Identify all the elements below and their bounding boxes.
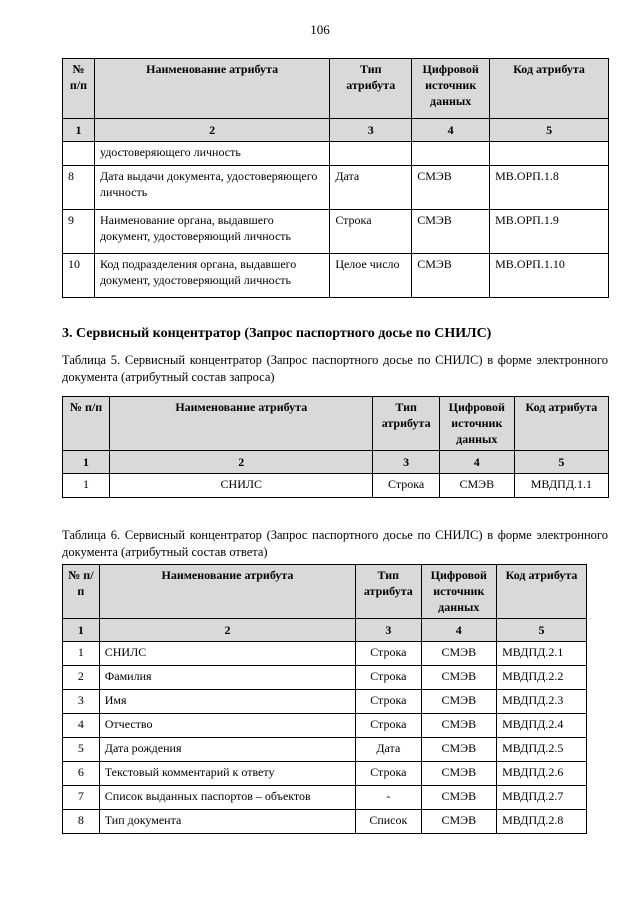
cell-code: МВДПД.2.2 xyxy=(497,666,587,690)
table-row xyxy=(63,762,587,786)
col-number: 5 xyxy=(490,119,609,142)
cell-name: Отчество xyxy=(99,714,355,738)
page-number: 106 xyxy=(310,22,330,37)
table-row xyxy=(63,786,587,810)
cell-number: 5 xyxy=(63,738,100,762)
table6-caption: Таблица 6. Сервисный концентратор (Запрос паспортного досье по СНИЛС) в форме электронного документа (атрибутный состав ответа) xyxy=(62,528,608,559)
col-number: 3 xyxy=(373,451,439,474)
cell-number: 6 xyxy=(63,762,100,786)
header-attribute-type: Тип атрибута xyxy=(373,397,439,451)
cell-type: Целое число xyxy=(330,254,412,298)
table-row xyxy=(63,690,587,714)
header-attribute-code: Код атрибута xyxy=(514,397,608,451)
cell-source: СМЭВ xyxy=(421,666,497,690)
col-number: 4 xyxy=(439,451,514,474)
table-row xyxy=(63,666,587,690)
cell-type: Строка xyxy=(330,210,412,254)
cell-code: МВДПД.2.1 xyxy=(497,642,587,666)
cell-source: СМЭВ xyxy=(412,210,490,254)
cell-code: МВДПД.2.4 xyxy=(497,714,587,738)
header-attribute-type: Тип атрибута xyxy=(356,565,421,619)
cell-source: СМЭВ xyxy=(421,810,497,834)
request-attributes-table xyxy=(62,396,609,498)
header-attribute-code: Код атрибута xyxy=(497,565,587,619)
cell-type: Строка xyxy=(356,762,421,786)
cell-type: Строка xyxy=(356,666,421,690)
col-number: 2 xyxy=(110,451,373,474)
col-number: 4 xyxy=(412,119,490,142)
cell-name: СНИЛС xyxy=(110,474,373,498)
col-number: 3 xyxy=(330,119,412,142)
header-attribute-name: Наименование атрибута xyxy=(94,59,329,119)
cell-code: МВДПД.2.7 xyxy=(497,786,587,810)
cell-code: МВДПД.2.5 xyxy=(497,738,587,762)
cell-source: СМЭВ xyxy=(421,642,497,666)
cell-source: СМЭВ xyxy=(421,690,497,714)
cell-code: МВ.ОРП.1.8 xyxy=(490,166,609,210)
header-data-source: Цифровой источник данных xyxy=(412,59,490,119)
cell-code: МВ.ОРП.1.9 xyxy=(490,210,609,254)
table-row xyxy=(63,210,609,254)
header-attribute-name: Наименование атрибута xyxy=(110,397,373,451)
table-row xyxy=(63,254,609,298)
cell-source: СМЭВ xyxy=(439,474,514,498)
cell-number: 8 xyxy=(63,166,95,210)
col-number: 4 xyxy=(421,619,497,642)
cell-name: Тип документа xyxy=(99,810,355,834)
cell-number: 8 xyxy=(63,810,100,834)
cell-code: МВ.ОРП.1.10 xyxy=(490,254,609,298)
table-row xyxy=(63,166,609,210)
cell-number: 1 xyxy=(63,474,110,498)
cell-number: 1 xyxy=(63,642,100,666)
cell-number: 3 xyxy=(63,690,100,714)
cell-number: 4 xyxy=(63,714,100,738)
col-number: 1 xyxy=(63,619,100,642)
header-number: № п/п xyxy=(63,397,110,451)
cell-name: удостоверяющего личность xyxy=(94,142,329,166)
col-number: 3 xyxy=(356,619,421,642)
cell-name: Код подразделения органа, выдавшего документ, удостоверяющий личность xyxy=(94,254,329,298)
cell-number: 2 xyxy=(63,666,100,690)
cell-source: СМЭВ xyxy=(412,254,490,298)
response-attributes-table xyxy=(62,564,587,834)
table-row xyxy=(63,142,609,166)
cell-type: Дата xyxy=(356,738,421,762)
cell-name: Наименование органа, выдавшего документ, удостоверяющий личность xyxy=(94,210,329,254)
cell-source: СМЭВ xyxy=(421,762,497,786)
cell-name: Фамилия xyxy=(99,666,355,690)
cell-name: Текстовый комментарий к ответу xyxy=(99,762,355,786)
table-row xyxy=(63,474,609,498)
cell-source: СМЭВ xyxy=(421,786,497,810)
cell-number: 9 xyxy=(63,210,95,254)
col-number: 5 xyxy=(497,619,587,642)
col-number: 2 xyxy=(99,619,355,642)
cell-source: СМЭВ xyxy=(421,738,497,762)
header-data-source: Цифровой источник данных xyxy=(439,397,514,451)
cell-name: СНИЛС xyxy=(99,642,355,666)
col-number: 2 xyxy=(94,119,329,142)
header-data-source: Цифровой источник данных xyxy=(421,565,497,619)
attributes-table-continued xyxy=(62,58,609,298)
header-number: № п/п xyxy=(63,565,100,619)
cell-name: Имя xyxy=(99,690,355,714)
cell-name: Дата выдачи документа, удостоверяющего личность xyxy=(94,166,329,210)
cell-code: МВДПД.2.3 xyxy=(497,690,587,714)
cell-type: Строка xyxy=(356,642,421,666)
col-number: 1 xyxy=(63,119,95,142)
cell-name: Дата рождения xyxy=(99,738,355,762)
cell-source: СМЭВ xyxy=(421,714,497,738)
cell-code: МВДПД.2.6 xyxy=(497,762,587,786)
header-attribute-code: Код атрибута xyxy=(490,59,609,119)
table-row xyxy=(63,738,587,762)
cell-type: Список xyxy=(356,810,421,834)
cell-code: МВДПД.2.8 xyxy=(497,810,587,834)
table-row xyxy=(63,642,587,666)
cell-type: Дата xyxy=(330,166,412,210)
cell-type: Строка xyxy=(356,714,421,738)
col-number: 1 xyxy=(63,451,110,474)
section-heading: 3. Сервисный концентратор (Запрос паспортного досье по СНИЛС) xyxy=(62,326,492,341)
table5-caption: Таблица 5. Сервисный концентратор (Запрос паспортного досье по СНИЛС) в форме электронного документа (атрибутный состав запроса) xyxy=(62,353,608,384)
cell-number: 7 xyxy=(63,786,100,810)
cell-source: СМЭВ xyxy=(412,166,490,210)
cell-code: МВДПД.1.1 xyxy=(514,474,608,498)
cell-type: Строка xyxy=(356,690,421,714)
header-number: № п/п xyxy=(63,59,95,119)
cell-type: Строка xyxy=(373,474,439,498)
col-number: 5 xyxy=(514,451,608,474)
table-row xyxy=(63,714,587,738)
header-attribute-name: Наименование атрибута xyxy=(99,565,355,619)
table-row xyxy=(63,810,587,834)
cell-type: - xyxy=(356,786,421,810)
cell-number: 10 xyxy=(63,254,95,298)
header-attribute-type: Тип атрибута xyxy=(330,59,412,119)
cell-name: Список выданных паспортов – объектов xyxy=(99,786,355,810)
